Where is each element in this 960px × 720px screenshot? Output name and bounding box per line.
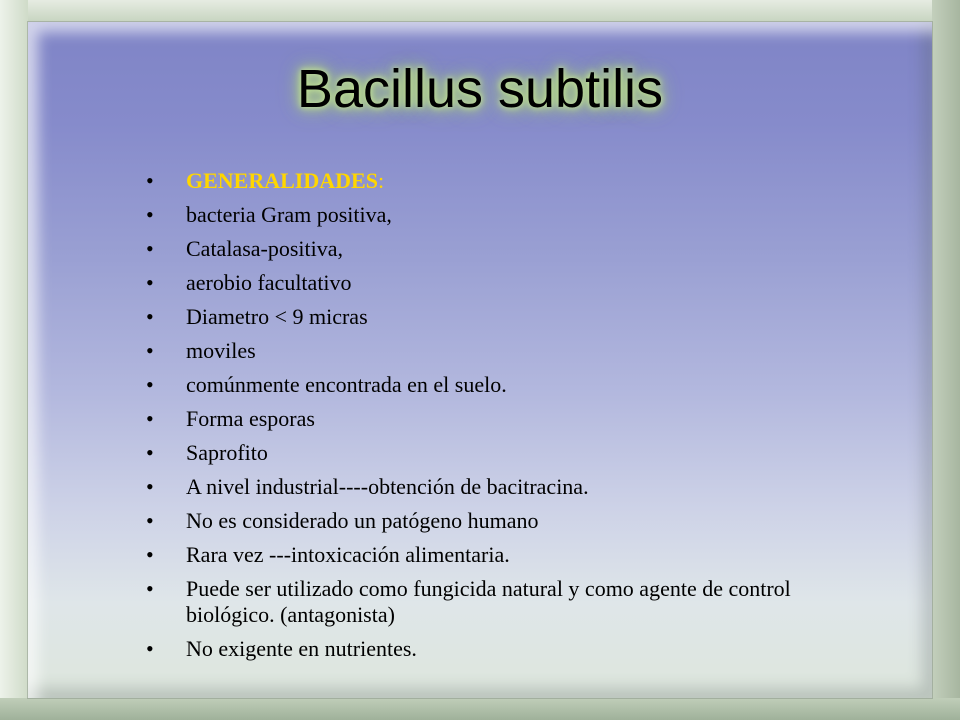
bullet-item (146, 542, 846, 568)
bullet-text: No exigente en nutrientes. (186, 636, 417, 661)
bullet-text: A nivel industrial----obtención de bacitracina. (186, 474, 589, 499)
bullet-item (146, 636, 846, 662)
bullet-text: Catalasa-positiva, (186, 236, 344, 261)
bullet-text: Saprofito (186, 440, 268, 465)
bullet-item (146, 202, 846, 228)
bullet-icon: • (146, 304, 154, 329)
heading-label: GENERALIDADES (186, 168, 378, 193)
bullet-text: No es considerado un patógeno humano (186, 508, 539, 533)
bullet-text: comúnmente encontrada en el suelo. (186, 372, 507, 397)
bullet-item (146, 270, 846, 296)
bullet-icon: • (146, 372, 154, 397)
bullet-list (146, 168, 846, 670)
bullet-text: aerobio facultativo (186, 270, 352, 295)
heading-suffix: : (377, 168, 385, 193)
bevel-bottom (0, 698, 960, 720)
bullet-icon: • (146, 202, 154, 227)
bullet-icon: • (146, 236, 154, 261)
bullet-item (146, 440, 846, 466)
bullet-icon: • (146, 440, 154, 465)
bullet-icon: • (146, 406, 154, 431)
slide-title: Bacillus subtilis (296, 59, 664, 119)
bullet-icon: • (146, 508, 154, 533)
bullet-icon: • (146, 338, 154, 363)
bullet-icon: • (146, 636, 154, 661)
bullet-item (146, 508, 846, 534)
bullet-item (146, 474, 846, 500)
bullet-text: moviles (186, 338, 256, 363)
bullet-icon: • (146, 270, 154, 295)
bullet-icon: • (146, 474, 154, 499)
bullet-text: Diametro < 9 micras (186, 304, 368, 329)
bullet-icon: • (146, 542, 154, 567)
bullet-text: Forma esporas (186, 406, 315, 431)
bullet-item (146, 236, 846, 262)
bullet-item (146, 304, 846, 330)
bullet-item (146, 372, 846, 398)
bullet-item (146, 406, 846, 432)
bullet-text: Rara vez ---intoxicación alimentaria. (186, 542, 510, 567)
bullet-icon: • (146, 576, 154, 601)
bullet-text: bacteria Gram positiva, (186, 202, 392, 227)
bullet-text: Puede ser utilizado como fungicida natural y como agente de control biológico. (antagonista) (186, 576, 791, 627)
bullet-icon: • (146, 168, 154, 193)
bullet-item (146, 338, 846, 364)
bullet-item (146, 576, 846, 628)
bullet-heading (146, 168, 846, 194)
bevel-top (0, 0, 960, 22)
